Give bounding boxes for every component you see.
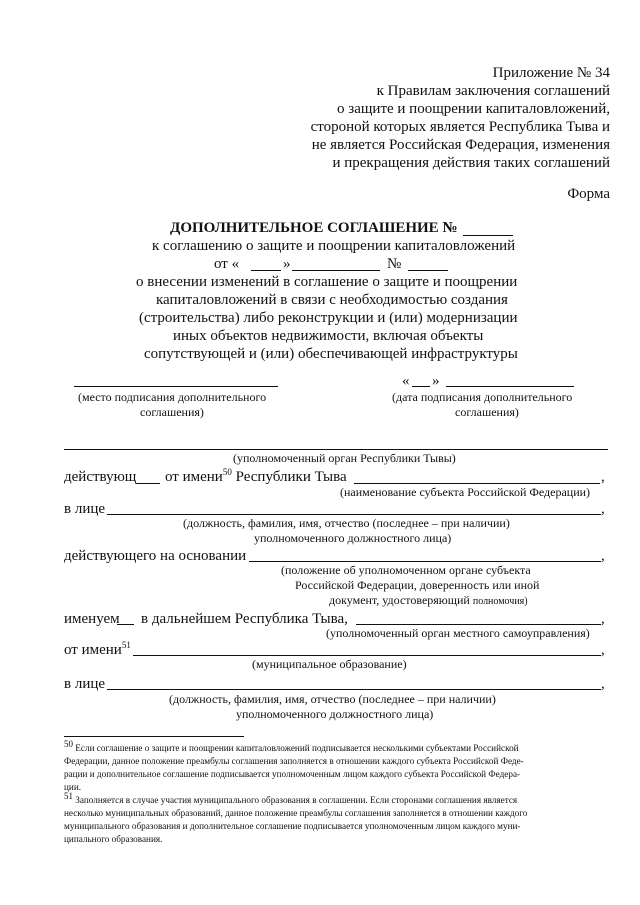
date-day-blank [412,386,430,387]
on-behalf-label: от имени$^{51}$ [64,640,131,658]
footnote-51-line: несколько муниципальных образований, данное положение преамбулы соглашения заполняется в отношении каждого [64,808,528,818]
footnote-51: $^{51}$ Заполняется в случае участия муниципального образования в соглашении. Если сторонами соглашения является [64,790,518,805]
footnote-50-line: Федерации, данное положение преамбулы соглашения заполняется в отношении каждого субъекта Российской Феде- [64,756,524,766]
heading-number-sign: № [387,256,402,272]
agreement-number-blank [463,235,513,236]
place-caption: соглашения) [140,405,204,419]
person2-label: в лице [64,676,106,692]
comma: , [601,611,605,627]
appendix-line: о защите и поощрении капиталовложений, [337,101,610,117]
municipal-body-caption: (уполномоченный орган местного самоуправления) [326,626,590,640]
municipality-blank [133,655,601,656]
footnote-separator [64,736,244,737]
heading-line: сопутствующей и (или) обеспечивающей инфраструктуры [144,346,518,362]
date-caption: соглашения) [455,405,519,419]
appendix-line: к Правилам заключения соглашений [376,83,610,99]
comma: , [601,548,605,564]
date-open: « [402,373,410,389]
basis-caption: Российской Федерации, доверенность или иной [295,578,540,592]
person2-caption: уполномоченного должностного лица) [236,707,434,721]
subject-caption: (наименование субъекта Российской Федерации) [340,485,591,499]
heading-date-open: от « [214,256,240,272]
heading-line: иных объектов недвижимости, включая объекты [173,328,484,344]
footnote-ref-50: 50 [222,467,232,477]
person-label: в лице [64,501,106,517]
person-caption: (должность, фамилия, имя, отчество (последнее – при наличии) [183,516,510,530]
authorized-body-blank [64,449,608,450]
acting-ending-blank [136,483,160,484]
municipal-body-blank [356,624,601,625]
acting-prefix: действующ [64,469,137,485]
basis-caption: (положение об уполномоченном органе субъекта [281,563,531,577]
footnote-51-line: ципального образования. [64,834,163,844]
person-caption: уполномоченного должностного лица) [254,531,452,545]
heading-line: к соглашению о защите и поощрении капиталовложений [152,238,516,254]
date-caption: (дата подписания дополнительного [392,390,573,404]
basis-caption: документ, удостоверяющий полномочия) [329,593,528,607]
named-suffix: в дальнейшем Республика Тыва, [141,611,348,627]
authorized-body-caption: (уполномоченный орган Республики Тывы) [233,451,456,465]
date-blank [446,386,574,387]
date-close: » [432,373,440,389]
appendix-number: Приложение № 34 [492,65,610,81]
person2-blank [107,689,601,690]
comma: , [601,469,605,485]
basis-blank [249,561,601,562]
footnote-51-line: муниципального образования и дополнительное соглашение подписывается уполномоченным лицом каждого муни- [64,821,521,831]
municipality-caption: (муниципальное образование) [252,657,407,671]
footnote-50: $^{50}$ Если соглашение о защите и поощрении капиталовложений подписывается несколькими субъектами Российской [64,738,519,753]
form-label: Форма [567,186,610,202]
appendix-line: и прекращения действия таких соглашений [332,155,610,171]
heading-line: о внесении изменений в соглашение о защите и поощрении [136,274,518,290]
heading-day-blank [251,270,281,271]
heading-date-blank [292,270,380,271]
heading-line: (строительства) либо реконструкции и (или) модернизации [139,310,518,326]
heading-date-close: » [283,256,291,272]
agreement-title: ДОПОЛНИТЕЛЬНОЕ СОГЛАШЕНИЕ № [170,220,458,236]
place-blank [74,386,278,387]
named-prefix: именуем [64,611,120,627]
comma: , [601,676,605,692]
footnote-ref-51: 51 [121,640,131,650]
person2-caption: (должность, фамилия, имя, отчество (последнее – при наличии) [169,692,496,706]
appendix-line: стороной которых является Республика Тыва и [310,119,610,135]
named-ending-blank [117,624,134,625]
heading-number-blank [408,270,448,271]
person-blank [107,514,601,515]
heading-line: капиталовложений в связи с необходимостью создания [156,292,508,308]
appendix-line: не является Российская Федерация, изменения [311,137,610,153]
footnote-50-line: рации и дополнительное соглашение подписывается уполномоченным лицом каждого субъекта Российской Федера- [64,769,521,779]
basis-label: действующего на основании [64,548,247,564]
comma: , [601,642,605,658]
acting-mid: от имени$^{50}$ Республики Тыва [165,467,347,485]
footnote-50-line: ции. [64,782,82,792]
comma: , [601,501,605,517]
subject-blank [354,483,600,484]
place-caption: (место подписания дополнительного [78,390,267,404]
